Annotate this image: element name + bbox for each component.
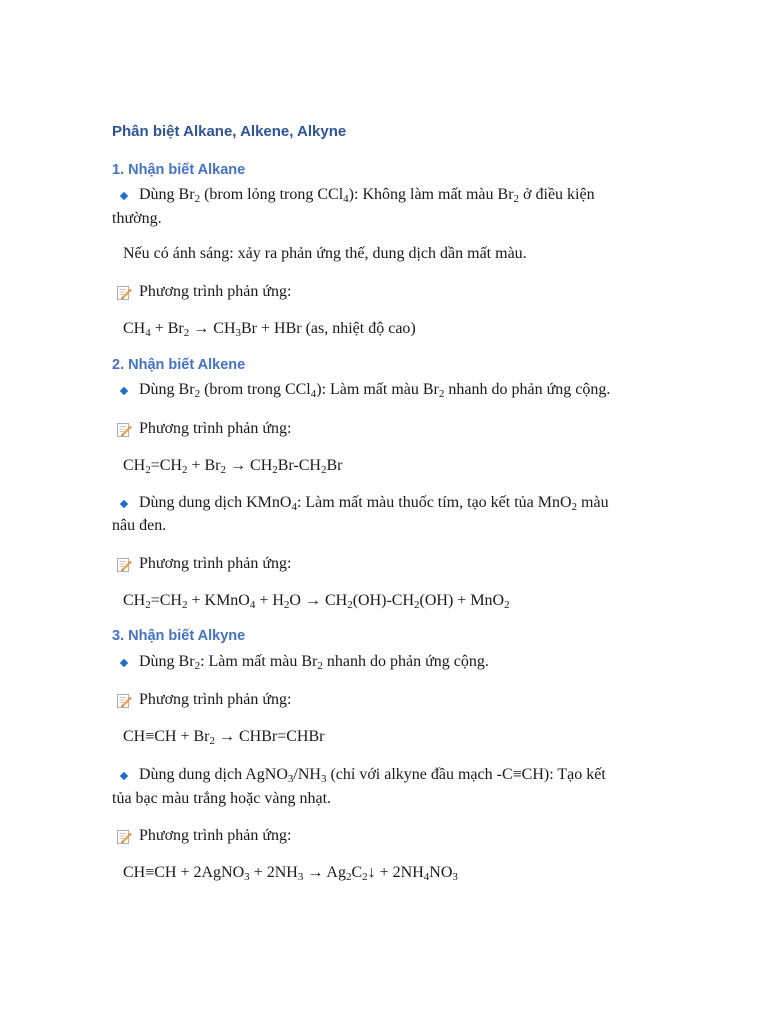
diamond-bullet-icon: [120, 659, 128, 667]
alkane-bullet-line-1: Dùng $Br_2$ (brom lỏng trong CCl$_4$): Không làm mất màu $Br_2$ ở điều kiện: [139, 186, 595, 205]
document-title: Phân biệt Alkane, Alkene, Alkyne: [112, 123, 347, 140]
alkane-equation-label: Phương trình phản ứng:: [139, 283, 292, 300]
alkene-equation-1: $CH_2=CH_2 + Br_2 \to CH_2Br-CH_2Br$: [123, 457, 343, 476]
alkyne-equation-2-label: Phương trình phản ứng:: [139, 827, 292, 844]
alkene-bullet-2-line-2: nâu đen.: [112, 517, 167, 534]
memo-pencil-icon: [117, 829, 132, 845]
diamond-bullet-icon: [120, 387, 128, 395]
section-heading-alkene: 2. Nhận biết Alkene: [112, 357, 246, 373]
diamond-bullet-icon: [120, 500, 128, 508]
alkene-bullet-1: Dùng $Br_2$ (brom trong CCl$_4$): Làm mất màu $Br_2$ nhanh do phản ứng cộng.: [139, 381, 611, 400]
diamond-bullet-icon: [120, 192, 128, 200]
alkene-equation-1-label: Phương trình phản ứng:: [139, 420, 292, 437]
section-heading-alkane: 1. Nhận biết Alkane: [112, 162, 246, 178]
memo-pencil-icon: [117, 422, 132, 438]
memo-pencil-icon: [117, 285, 132, 301]
alkyne-bullet-2-line-1: Dùng dung dịch $AgNO_3/NH_3$ (chỉ với alkyne đầu mạch -C≡CH): Tạo kết: [139, 766, 606, 785]
alkyne-equation-1-label: Phương trình phản ứng:: [139, 691, 292, 708]
alkane-bullet-line-2: thường.: [112, 210, 162, 227]
diamond-bullet-icon: [120, 772, 128, 780]
alkene-equation-2: $CH_2=CH_2$ + KMnO$_4$ + $H_2O \to CH_2(OH)-CH_2(OH) + MnO_2$: [123, 592, 510, 611]
alkane-equation: $CH_4 + Br_2 \to CH_3Br$ + HBr (as, nhiệt độ cao): [123, 320, 416, 339]
alkyne-equation-1: $CH\equiv CH + Br_2$ → CHBr=CHBr: [123, 728, 325, 747]
alkane-note: Nếu có ánh sáng: xảy ra phản ứng thế, dung dịch dần mất màu.: [123, 245, 527, 262]
memo-pencil-icon: [117, 557, 132, 573]
alkyne-bullet-1: Dùng $Br_2$: Làm mất màu $Br_2$ nhanh do phản ứng cộng.: [139, 653, 489, 672]
alkyne-equation-2: CH≡CH + 2AgNO$_3$ + $2NH_3$ → $Ag_2C_2↓ + 2NH_4NO_3$: [123, 864, 458, 883]
memo-pencil-icon: [117, 693, 132, 709]
alkene-bullet-2-line-1: Dùng dung dịch KMnO$_4$: Làm mất màu thuốc tím, tạo kết tủa MnO$_2$ màu: [139, 494, 609, 513]
alkene-equation-2-label: Phương trình phản ứng:: [139, 555, 292, 572]
section-heading-alkyne: 3. Nhận biết Alkyne: [112, 628, 246, 644]
alkyne-bullet-2-line-2: tủa bạc màu trắng hoặc vàng nhạt.: [112, 790, 332, 807]
